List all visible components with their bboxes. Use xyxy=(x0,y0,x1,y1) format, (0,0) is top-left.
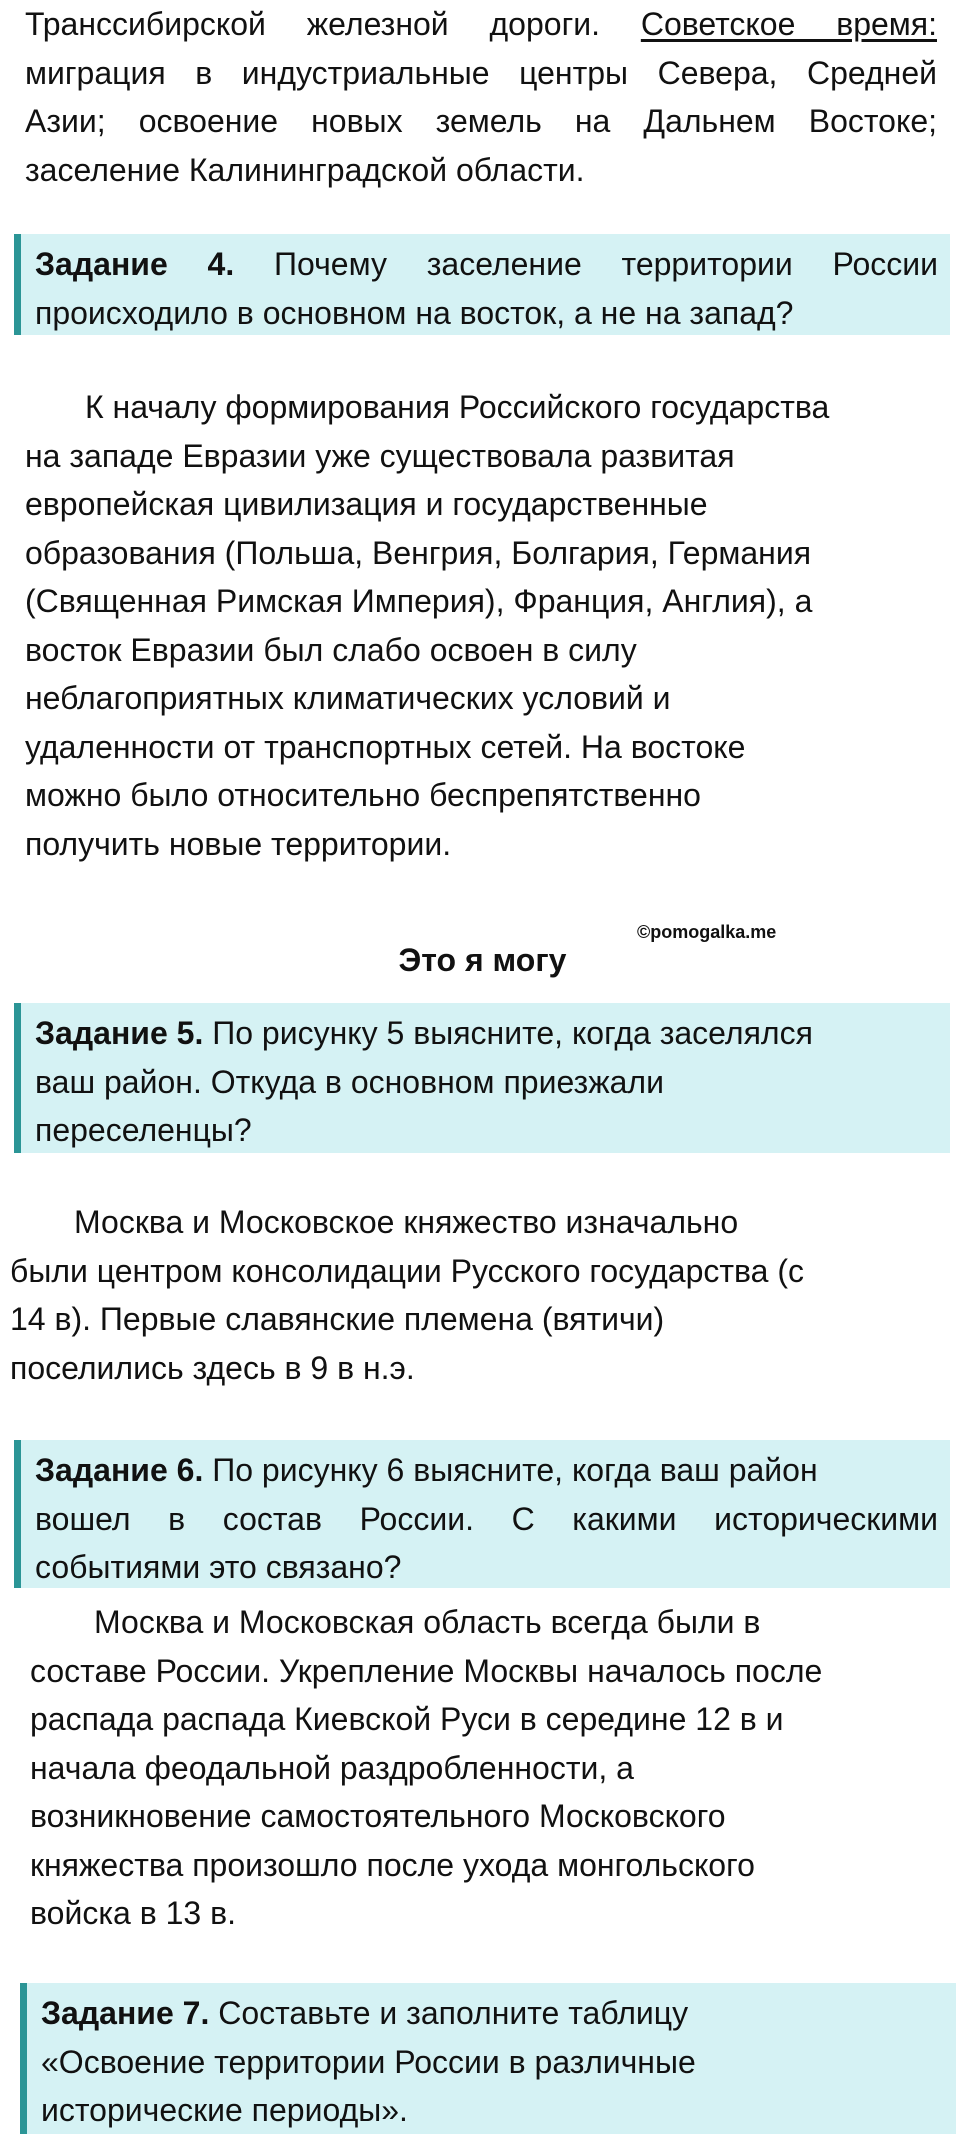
answer-line: неблагоприятных климатических условий и xyxy=(25,680,671,716)
intro-line xyxy=(25,0,937,49)
task-5-box xyxy=(14,1003,950,1153)
task-7-box xyxy=(20,1983,956,2134)
task-5-line: ваш район. Откуда в основном приезжали xyxy=(35,1063,664,1100)
answer-line: Москва и Московская область всегда были в xyxy=(94,1604,761,1640)
answer-line: можно было относительно беспрепятственно xyxy=(25,777,701,813)
answer-line: княжества произошло после ухода монгольского xyxy=(30,1846,755,1883)
answer-line: К началу формирования Российского государства xyxy=(85,389,830,425)
task-5-line xyxy=(35,1009,938,1058)
section-heading: Это я могу xyxy=(398,942,567,978)
intro-line: Азии; освоение новых земель на Дальнем Востоке; xyxy=(25,103,937,139)
intro-line-text: Транссибирской железной дороги. xyxy=(25,6,600,42)
answer-line: возникновение самостоятельного Московского xyxy=(30,1798,726,1834)
task-5-answer xyxy=(10,1198,930,1392)
intro-line: миграция в индустриальные центры Севера, Средней xyxy=(25,54,937,91)
answer-line: составе России. Укрепление Москвы началось после xyxy=(30,1652,823,1689)
answer-line: начала феодальной раздробленности, а xyxy=(30,1749,634,1786)
answer-line: войска в 13 в. xyxy=(30,1895,236,1931)
task-6-box xyxy=(14,1440,950,1588)
answer-line: удаленности от транспортных сетей. На востоке xyxy=(25,728,746,765)
task-6-label: Задание 6. xyxy=(35,1452,204,1488)
answer-line: поселились здесь в 9 в н.э. xyxy=(10,1349,415,1386)
task-7-label: Задание 7. xyxy=(41,1995,210,2031)
answer-line: восток Евразии был слабо освоен в силу xyxy=(25,631,637,668)
task-5-question: По рисунку 5 выясните, когда заселялся xyxy=(212,1015,813,1051)
task-5-line: переселенцы? xyxy=(35,1112,252,1148)
task-6-line: событиями это связано? xyxy=(35,1549,402,1585)
task-4-question: Почему заселение территории России xyxy=(274,246,939,282)
task-7-line: «Освоение территории России в различные xyxy=(41,2043,696,2080)
soviet-period-label: Советское время: xyxy=(640,6,937,42)
task-6-line xyxy=(35,1446,938,1495)
answer-line: (Священная Римская Империя), Франция, Англия), а xyxy=(25,583,813,619)
answer-line: 14 в). Первые славянские племена (вятичи) xyxy=(10,1301,665,1337)
task-4-line xyxy=(35,240,938,289)
watermark: ©pomogalka.me xyxy=(637,922,777,942)
answer-line: Москва и Московское княжество изначально xyxy=(74,1204,739,1240)
task-7-line: исторические периоды». xyxy=(41,2092,408,2128)
task-6-question: По рисунку 6 выясните, когда ваш район xyxy=(212,1452,818,1488)
answer-line: были центром консолидации Русского государства (с xyxy=(10,1252,805,1289)
task-7-question: Составьте и заполните таблицу xyxy=(218,1995,689,2031)
answer-line: получить новые территории. xyxy=(25,825,452,862)
answer-line: на западе Евразии уже существовала развитая xyxy=(25,437,735,474)
task-4-box xyxy=(14,234,950,335)
answer-line: европейская цивилизация и государственные xyxy=(25,486,708,522)
task-4-line: происходило в основном на восток, а не на запад? xyxy=(35,294,794,331)
task-4-label: Задание 4. xyxy=(35,246,235,282)
task-7-line xyxy=(41,1989,944,2038)
intro-line: заселение Калининградской области. xyxy=(25,151,585,188)
answer-line: распада распада Киевской Руси в середине 12 в и xyxy=(30,1701,784,1737)
task-6-line: вошел в состав России. С какими историческими xyxy=(35,1500,938,1537)
intro-paragraph xyxy=(25,0,937,194)
task-5-label: Задание 5. xyxy=(35,1015,204,1051)
task-6-answer xyxy=(30,1598,935,1938)
task-4-answer xyxy=(25,383,925,868)
answer-line: образования (Польша, Венгрия, Болгария, Германия xyxy=(25,534,812,571)
